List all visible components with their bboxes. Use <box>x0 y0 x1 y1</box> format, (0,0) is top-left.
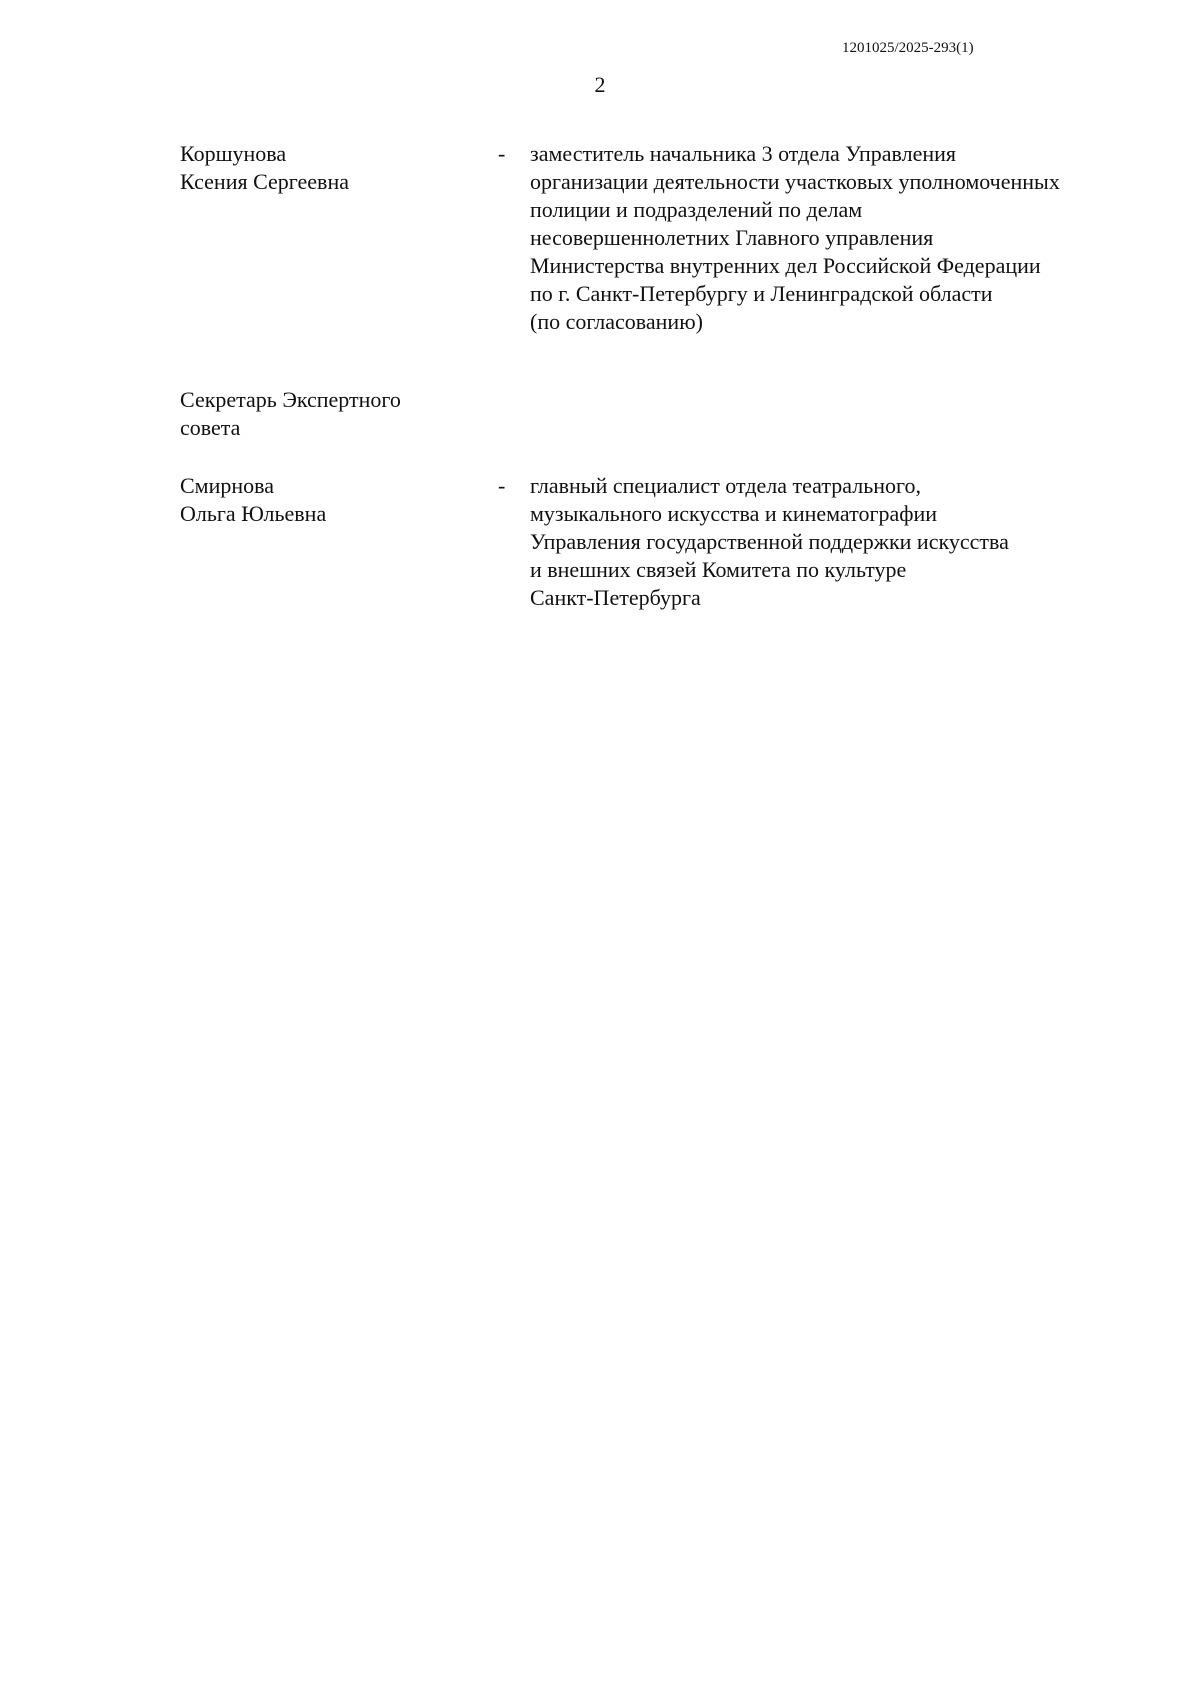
document-number: 1201025/2025-293(1) <box>842 40 974 56</box>
section-label-line: Секретарь Экспертного <box>180 387 401 412</box>
member-role-line: организации деятельности участковых уполномоченных <box>530 169 1060 194</box>
member-role <box>530 140 1130 336</box>
secretary-role-line: Санкт-Петербурга <box>530 585 701 610</box>
member-name <box>180 140 480 196</box>
member-dash: - <box>498 141 506 166</box>
secretary-role-line: главный специалист отдела театрального, <box>530 473 921 498</box>
secretary-role-line: Управления государственной поддержки искусства <box>530 529 1009 554</box>
member-role-line: (по согласованию) <box>530 309 703 334</box>
section-label-line: совета <box>180 415 241 440</box>
page-number: 2 <box>594 72 606 97</box>
member-given-names: Ксения Сергеевна <box>180 169 349 194</box>
secretary-role-line: музыкального искусства и кинематографии <box>530 501 938 526</box>
member-role-line: заместитель начальника 3 отдела Управления <box>530 141 957 166</box>
secretary-name <box>180 472 480 528</box>
member-surname: Коршунова <box>180 141 287 166</box>
secretary-role <box>530 472 1130 612</box>
secretary-given-names: Ольга Юльевна <box>180 501 327 526</box>
secretary-role-line: и внешних связей Комитета по культуре <box>530 557 907 582</box>
secretary-section-label <box>180 386 401 442</box>
member-role-line: полиции и подразделений по делам <box>530 197 863 222</box>
secretary-surname: Смирнова <box>180 473 275 498</box>
member-role-line: несовершеннолетних Главного управления <box>530 225 934 250</box>
member-role-line: по г. Санкт-Петербургу и Ленинградской области <box>530 281 993 306</box>
secretary-dash: - <box>498 473 506 498</box>
member-role-line: Министерства внутренних дел Российской Федерации <box>530 253 1041 278</box>
